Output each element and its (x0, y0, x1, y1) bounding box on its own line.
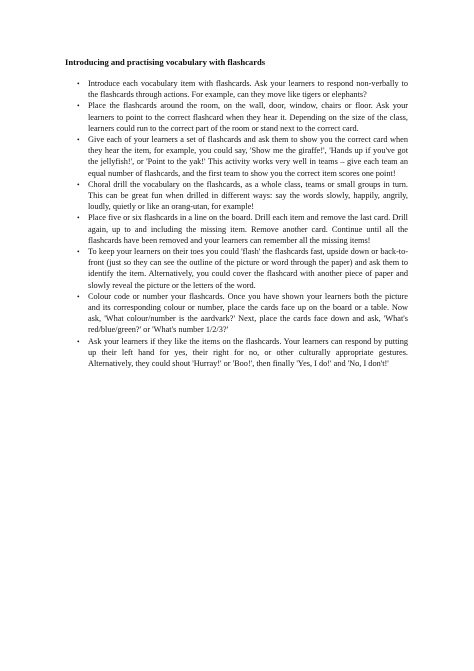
document-title: Introducing and practising vocabulary with flashcards (65, 57, 266, 67)
tips-list (77, 78, 408, 369)
list-item (77, 336, 408, 370)
list-item (77, 246, 408, 291)
list-item-text: To keep your learners on their toes you could 'flash' the flashcards fast, upside down or back-to-front (just so they can see the outline of the picture or word through the paper) and ask them to identify the item. Alternatively, you could cover the flashcard with another piece of paper and slowly reveal the picture or the letters of the word. (88, 247, 408, 290)
list-item-text: Ask your learners if they like the items on the flashcards. Your learners can respond by putting up their left hand for yes, their right for no, or other culturally appropriate gestures. Alternatively, they could shout 'Hurray!' or 'Boo!', then finally 'Yes, I do!' and 'No, I don't!' (88, 336, 408, 369)
list-item-text: Introduce each vocabulary item with flashcards. Ask your learners to respond non-verbally to the flashcards through actions. For example, can they move like tigers or elephants? (88, 79, 408, 100)
bullet-icon: • (77, 213, 80, 223)
list-item-text: Give each of your learners a set of flashcards and ask them to show you the correct card when they hear the item, for example, you could say, 'Show me the giraffe!', 'Hands up if you've got the jellyfish!', or 'Point to the yak!' This activity works very well in teams – give each team an equal number of flashcards, and the first team to show you the correct item scores one point! (88, 135, 408, 178)
list-item-text: Place the flashcards around the room, on the wall, door, window, chairs or floor. Ask your learners to point to the correct flashcard when they hear it. Depending on the size of the class, learners could run to the correct part of the room or stand next to the correct card. (88, 101, 408, 133)
list-item-text: Place five or six flashcards in a line on the board. Drill each item and remove the last card. Drill again, up to and including the missing item. Remove another card. Continue until all the flashcards have been removed and your learners can remember all the missing items! (88, 213, 408, 245)
bullet-icon: • (77, 291, 80, 301)
list-item (77, 78, 408, 100)
bullet-icon: • (77, 247, 80, 257)
bullet-icon: • (77, 79, 80, 88)
bullet-icon: • (77, 101, 80, 111)
list-item-text: Choral drill the vocabulary on the flashcards, as a whole class, teams or small groups in turn. This can be great fun when drilled in different ways: say the words slowly, happily, angrily, loudly, quietly or like an orang-utan, for example! (88, 179, 408, 212)
list-item (77, 134, 408, 179)
bullet-icon: • (77, 336, 80, 346)
list-item (77, 212, 408, 246)
list-item-text: Colour code or number your flashcards. Once you have shown your learners both the picture and its corresponding colour or number, place the cards face up on the board or a table. Now ask, 'What colour/number is the aardvark?' Next, place the cards face down and ask, 'What's red/blue/green?' or 'What's number 1/2/3?' (88, 291, 408, 335)
list-item (77, 291, 408, 336)
bullet-icon: • (77, 179, 80, 189)
list-item (77, 100, 408, 134)
bullet-icon: • (77, 135, 80, 145)
list-item (77, 179, 408, 213)
